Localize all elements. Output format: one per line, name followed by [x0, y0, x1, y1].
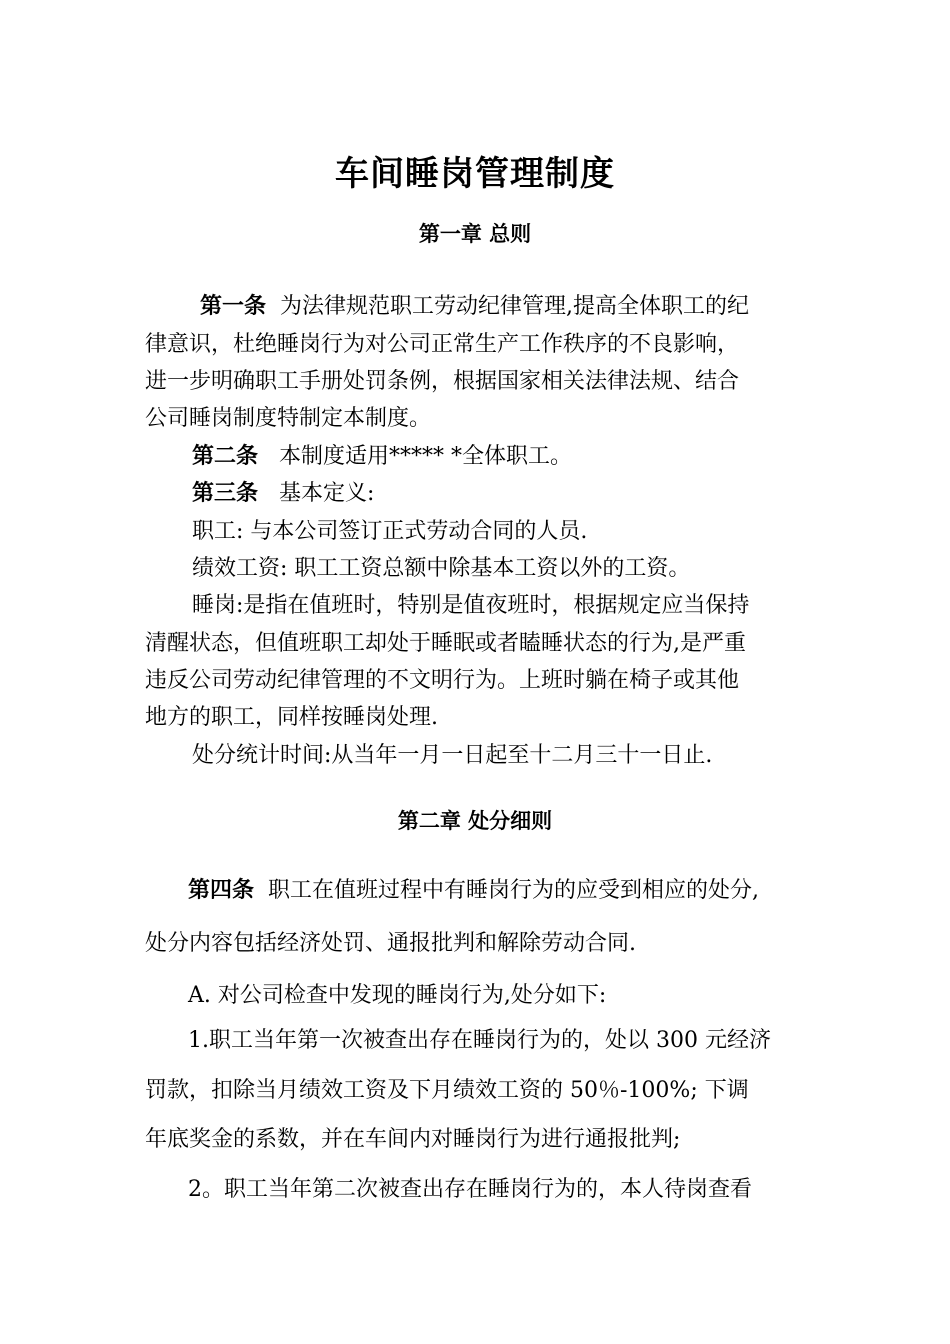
article-3: 第三条 基本定义:	[192, 481, 375, 506]
article-1-line-3: 进一步明确职工手册处罚条例，根据国家相关法律法规、结合	[145, 369, 740, 394]
item-1-line-1: 1.职工当年第一次被查出存在睡岗行为的，处以 300 元经济	[188, 1028, 771, 1053]
article-1-label: 第一条	[200, 294, 267, 319]
item-1-line-2: 罚款，扣除当月绩效工资及下月绩效工资的 50％-100%; 下调	[145, 1078, 749, 1103]
article-2-label: 第二条	[192, 444, 259, 469]
article-1-line-1: 第一条 为法律规范职工劳动纪律管理,提高全体职工的纪	[200, 294, 750, 319]
definition-employee: 职工: 与本公司签订正式劳动合同的人员.	[192, 519, 588, 544]
article-1-line-2: 律意识，杜绝睡岗行为对公司正常生产工作秩序的不良影响，	[145, 332, 740, 357]
definition-performance-pay: 绩效工资: 职工工资总额中除基本工资以外的工资。	[192, 556, 691, 581]
article-2: 第二条 本制度适用***** *全体职工。	[192, 444, 572, 469]
item-a: A. 对公司检查中发现的睡岗行为,处分如下:	[188, 983, 607, 1008]
chapter-1-heading: 第一章 总则	[418, 222, 532, 246]
article-4-line-2: 处分内容包括经济处罚、通报批判和解除劳动合同.	[145, 931, 636, 956]
document-title: 车间睡岗管理制度	[335, 154, 615, 194]
article-4-label: 第四条	[188, 878, 255, 903]
item-1-line-3: 年底奖金的系数，并在车间内对睡岗行为进行通报批判;	[145, 1127, 681, 1152]
chapter-2-heading: 第二章 处分细则	[397, 809, 553, 833]
definition-sleep-line-3: 违反公司劳动纪律管理的不文明行为。上班时躺在椅子或其他	[145, 668, 740, 693]
article-3-label: 第三条	[192, 481, 259, 506]
definition-sleep-line-1: 睡岗:是指在值班时，特别是值夜班时，根据规定应当保持	[192, 593, 750, 618]
item-2-line-1: 2。职工当年第二次被查出存在睡岗行为的，本人待岗查看	[188, 1177, 752, 1202]
article-4-line-1: 第四条 职工在值班过程中有睡岗行为的应受到相应的处分,	[188, 878, 760, 903]
definition-period: 处分统计时间:从当年一月一日起至十二月三十一日止.	[192, 743, 713, 768]
definition-sleep-line-4: 地方的职工，同样按睡岗处理.	[145, 705, 438, 730]
article-1-line-4: 公司睡岗制度特制定本制度。	[145, 406, 432, 431]
definition-sleep-line-2: 清醒状态，但值班职工却处于睡眠或者瞌睡状态的行为,是严重	[145, 631, 746, 656]
